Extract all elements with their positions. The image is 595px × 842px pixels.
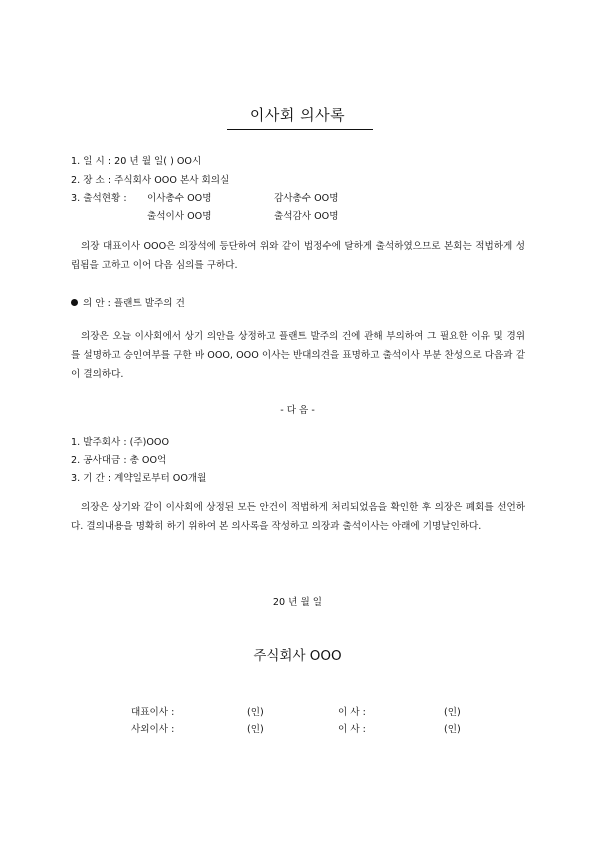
item-2: 2. 공사대금 : 총 OO억 [71,455,167,466]
following-heading: - 다 음 - [280,405,315,416]
signing-date: 20 년 월 일 [272,597,323,608]
agenda-line [71,295,185,309]
resolution-paragraph: 의장은 오늘 이사회에서 상기 의안을 상정하고 플랜트 발주의 건에 관해 부의하여 그 필요한 이유 및 경위를 설명하고 승인여부를 구한 바 OOO, OOO 이사는 반대의견을 표명하고 출석이사 부분 찬성으로 다음과 같이 결의하다. [71,331,525,380]
date-line: 1. 일 시 : 20 년 월 일( ) OO시 [71,156,202,167]
item-1: 1. 발주회사 : (주)OOO [71,437,170,448]
item-3: 3. 기 간 : 계약일로부터 OO개월 [71,473,207,484]
bullet-icon [71,299,78,306]
total-directors: 이사총수 OO명 [147,193,212,204]
title-underline [227,129,373,130]
company-name: 주식회사 OOO [253,648,342,664]
outside-director-label: 사외이사 : [131,724,175,735]
director-seal-1: (인) [444,707,461,718]
attendance-label: 3. 출석현황 : [71,193,127,204]
director-label-1: 이 사 : [338,707,366,718]
agenda-text: 의 안 : 플랜트 발주의 건 [83,298,185,309]
document-title: 이사회 의사록 [249,106,346,124]
opening-paragraph: 의장 대표이사 OOO은 의장석에 등단하여 위와 같이 법정수에 달하게 출석하였으므로 본회는 적법하게 성립됨을 고하고 이어 다음 심의를 구하다. [71,241,525,271]
rep-director-label: 대표이사 : [131,707,175,718]
director-seal-2: (인) [444,724,461,735]
outside-director-seal: (인) [247,724,264,735]
closing-paragraph: 의장은 상기와 같이 이사회에 상정된 모든 안건이 적법하게 처리되었음을 확인한 후 의장은 폐회를 선언하다. 결의내용을 명확히 하기 위하여 본 의사록을 작성하고 의장과 출석이사는 아래에 기명날인하다. [71,502,525,532]
present-auditors: 출석감사 OO명 [274,211,339,222]
place-line: 2. 장 소 : 주식회사 OOO 본사 회의실 [71,175,230,186]
total-auditors: 감사총수 OO명 [274,193,339,204]
rep-director-seal: (인) [247,707,264,718]
director-label-2: 이 사 : [338,724,366,735]
present-directors: 출석이사 OO명 [147,211,212,222]
